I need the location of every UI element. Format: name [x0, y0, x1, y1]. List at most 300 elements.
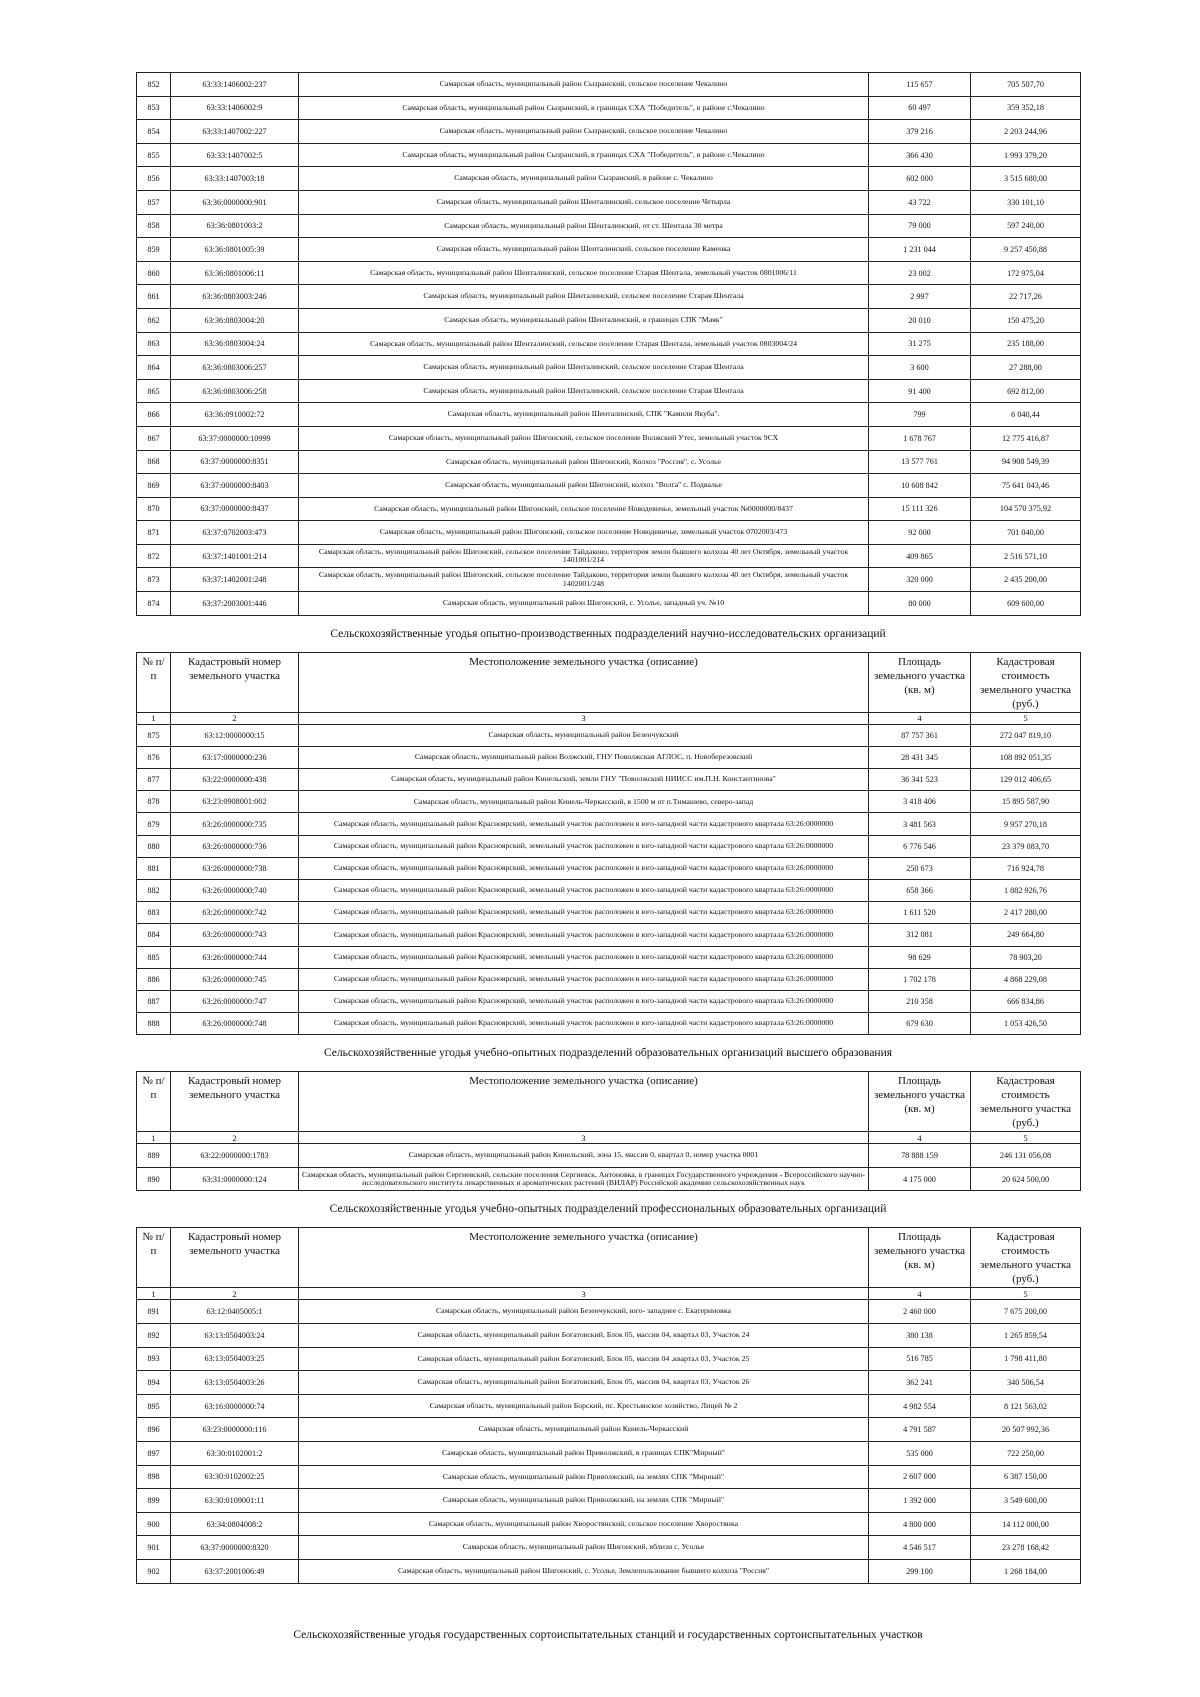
column-number: 1 [137, 712, 171, 724]
cadastral-number: 63:12:0405005:1 [171, 1300, 299, 1324]
cadastral-number: 63:31:0000000:124 [171, 1167, 299, 1191]
table-row [137, 1465, 1081, 1489]
area-value: 10 608 842 [869, 474, 971, 498]
row-number: 886 [137, 968, 171, 990]
area-value: 516 785 [869, 1347, 971, 1371]
row-number: 895 [137, 1394, 171, 1418]
cadastral-number: 63:33:1407003:18 [171, 167, 299, 191]
section-title: Сельскохозяйственные угодья учебно-опытных подразделений образовательных организаций высшего образования [323, 1047, 893, 1060]
cadastral-cost: 23 278 168,42 [971, 1536, 1081, 1560]
col-header-cadastral-number: Кадастровый номер земельного участка [171, 652, 299, 712]
row-number: 893 [137, 1347, 171, 1371]
row-number: 889 [137, 1144, 171, 1168]
cadastral-number: 63:37:2001006:49 [171, 1560, 299, 1584]
row-number: 872 [137, 544, 171, 568]
cadastral-cost: 705 507,70 [971, 73, 1081, 97]
row-number: 897 [137, 1442, 171, 1466]
cadastral-number: 63:26:0000000:745 [171, 968, 299, 990]
location-description: Самарская область, муниципальный район Красноярский, земельный участок расположен в юго-западной части кадастрового квартала 63:26:0000000 [299, 879, 869, 901]
row-number: 857 [137, 190, 171, 214]
table-body [137, 73, 1081, 616]
location-description: Самарская область, муниципальный район Шигонский, с. Усолье, Землепользование бывшего колхоза "Россия" [299, 1560, 869, 1584]
cadastral-cost: 330 101,10 [971, 190, 1081, 214]
section-title-sort-stations: Сельскохозяйственные угодья государственных сортоиспытательных станций и государственных сортоиспытательных участков [293, 1629, 923, 1641]
row-number: 896 [137, 1418, 171, 1442]
sections-container [136, 616, 1080, 1584]
location-description: Самарская область, муниципальный район Шенталинский, сельское поселение Старая Шентала [299, 285, 869, 309]
col-header-number: № п/п [137, 1072, 171, 1132]
row-number: 853 [137, 96, 171, 120]
area-value: 3 481 563 [869, 813, 971, 835]
col-header-location: Местоположение земельного участка (описание) [299, 1072, 869, 1132]
cadastral-cost: 8 121 563,02 [971, 1394, 1081, 1418]
cadastral-cost: 1 053 426,50 [971, 1013, 1081, 1035]
table-row [137, 879, 1081, 901]
cadastral-cost: 692 812,00 [971, 379, 1081, 403]
cadastral-cost: 108 892 051,35 [971, 746, 1081, 768]
cadastral-number: 63:23:0000000:116 [171, 1418, 299, 1442]
table-row [137, 1300, 1081, 1324]
cadastral-number: 63:23:0908001:002 [171, 791, 299, 813]
column-number: 2 [171, 1288, 299, 1300]
table-row [137, 1394, 1081, 1418]
location-description: Самарская область, муниципальный район Борский, пс. Крестьянское хозяйство, Лицей № 2 [299, 1394, 869, 1418]
cadastral-number: 63:36:0910002:72 [171, 403, 299, 427]
area-value: 115 657 [869, 73, 971, 97]
table-row [137, 143, 1081, 167]
cadastral-number: 63:26:0000000:747 [171, 990, 299, 1012]
land-table [136, 652, 1081, 1036]
table-row [137, 1442, 1081, 1466]
table-row [137, 474, 1081, 498]
location-description: Самарская область, муниципальный район Красноярский, земельный участок расположен в юго-западной части кадастрового квартала 63:26:0000000 [299, 813, 869, 835]
location-description: Самарская область, муниципальный район Кинельский, земли ГНУ "Поволжский НИИСС им.П.Н. Константинова" [299, 769, 869, 791]
cadastral-cost: 246 131 056,08 [971, 1144, 1081, 1168]
cadastral-cost: 359 352,18 [971, 96, 1081, 120]
cadastral-cost: 272 047 819,10 [971, 724, 1081, 746]
table-row [137, 968, 1081, 990]
row-number: 901 [137, 1536, 171, 1560]
column-number: 1 [137, 1288, 171, 1300]
cadastral-number: 63:16:0000000:74 [171, 1394, 299, 1418]
area-value: 362 241 [869, 1371, 971, 1395]
area-value: 1 231 044 [869, 238, 971, 262]
area-value: 320 000 [869, 568, 971, 592]
table-row [137, 924, 1081, 946]
cadastral-number: 63:37:0702003:473 [171, 521, 299, 545]
row-number: 887 [137, 990, 171, 1012]
row-number: 860 [137, 261, 171, 285]
area-value: 210 358 [869, 990, 971, 1012]
row-number: 898 [137, 1465, 171, 1489]
location-description: Самарская область, муниципальный район Шигонский, сельское поселение Новодевичье, земельный участок 0702003/473 [299, 521, 869, 545]
location-description: Самарская область, муниципальный район Красноярский, земельный участок расположен в юго-западной части кадастрового квартала 63:26:0000000 [299, 946, 869, 968]
table-row [137, 902, 1081, 924]
table-row [137, 857, 1081, 879]
row-number: 868 [137, 450, 171, 474]
column-number: 3 [299, 712, 869, 724]
cadastral-cost: 722 250,00 [971, 1442, 1081, 1466]
cadastral-cost: 129 012 406,65 [971, 769, 1081, 791]
column-number: 2 [171, 712, 299, 724]
area-value: 4 175 000 [869, 1167, 971, 1191]
cadastral-number: 63:13:0504003:25 [171, 1347, 299, 1371]
location-description: Самарская область, муниципальный район Красноярский, земельный участок расположен в юго-западной части кадастрового квартала 63:26:0000000 [299, 835, 869, 857]
row-number: 890 [137, 1167, 171, 1191]
row-number: 862 [137, 308, 171, 332]
table-row [137, 96, 1081, 120]
location-description: Самарская область, муниципальный район Шенталинский, сельское поселение Старая Шентала, земельный участок 0801006/11 [299, 261, 869, 285]
cadastral-number: 63:36:0803006:257 [171, 356, 299, 380]
row-number: 894 [137, 1371, 171, 1395]
cadastral-cost: 20 507 992,36 [971, 1418, 1081, 1442]
area-value: 4 800 000 [869, 1512, 971, 1536]
row-number: 873 [137, 568, 171, 592]
area-value: 4 982 554 [869, 1394, 971, 1418]
col-header-cost: Кадастровая стоимость земельного участка (руб.) [971, 652, 1081, 712]
cadastral-cost: 235 188,00 [971, 332, 1081, 356]
cadastral-cost: 2 516 571,10 [971, 544, 1081, 568]
land-table [136, 1071, 1081, 1191]
table-row [137, 746, 1081, 768]
table-body [137, 724, 1081, 1035]
location-description: Самарская область, муниципальный район Шенталинский, сельское поселение Старая Шентала, земельный участок 0803004/24 [299, 332, 869, 356]
area-value: 15 111 326 [869, 497, 971, 521]
location-description: Самарская область, муниципальный район Шенталинский, сельское поселение Четырла [299, 190, 869, 214]
cadastral-number: 63:26:0000000:743 [171, 924, 299, 946]
area-value: 312 081 [869, 924, 971, 946]
area-value: 80 000 [869, 592, 971, 616]
cadastral-cost: 9 257 450,88 [971, 238, 1081, 262]
row-number: 881 [137, 857, 171, 879]
area-value: 43 722 [869, 190, 971, 214]
column-number: 4 [869, 712, 971, 724]
area-value: 379 216 [869, 120, 971, 144]
table-row [137, 1489, 1081, 1513]
cadastral-number: 63:33:1407002:5 [171, 143, 299, 167]
cadastral-cost: 23 379 083,70 [971, 835, 1081, 857]
table-row [137, 332, 1081, 356]
cadastral-number: 63:30:0109001:11 [171, 1489, 299, 1513]
area-value: 6 776 546 [869, 835, 971, 857]
row-number: 882 [137, 879, 171, 901]
table-row [137, 1371, 1081, 1395]
column-number: 3 [299, 1288, 869, 1300]
col-header-cost: Кадастровая стоимость земельного участка (руб.) [971, 1228, 1081, 1288]
cadastral-number: 63:26:0000000:742 [171, 902, 299, 924]
table-row [137, 356, 1081, 380]
cadastral-number: 63:22:0000000:1783 [171, 1144, 299, 1168]
location-description: Самарская область, муниципальный район Богатовский, Блок 05, массив 04 ,квартал 03, Участок 25 [299, 1347, 869, 1371]
area-value: 2 460 000 [869, 1300, 971, 1324]
cadastral-number: 63:26:0000000:740 [171, 879, 299, 901]
table-row [137, 1418, 1081, 1442]
row-number: 877 [137, 769, 171, 791]
table-row [137, 724, 1081, 746]
location-description: Самарская область, муниципальный район Красноярский, земельный участок расположен в юго-западной части кадастрового квартала 63:26:0000000 [299, 1013, 869, 1035]
cadastral-number: 63:12:0000000:15 [171, 724, 299, 746]
cadastral-cost: 701 040,00 [971, 521, 1081, 545]
area-value: 13 577 761 [869, 450, 971, 474]
row-number: 892 [137, 1324, 171, 1348]
row-number: 879 [137, 813, 171, 835]
table-row [137, 214, 1081, 238]
location-description: Самарская область, муниципальный район Красноярский, земельный участок расположен в юго-западной части кадастрового квартала 63:26:0000000 [299, 924, 869, 946]
area-value: 87 757 361 [869, 724, 971, 746]
area-value: 31 275 [869, 332, 971, 356]
table-row [137, 1167, 1081, 1191]
row-number: 899 [137, 1489, 171, 1513]
location-description: Самарская область, муниципальный район Сызранский, сельское поселение Чекалино [299, 120, 869, 144]
table-row [137, 791, 1081, 813]
cadastral-cost: 7 675 200,00 [971, 1300, 1081, 1324]
location-description: Самарская область, муниципальный район Сызранский, в районе с. Чекалино [299, 167, 869, 191]
row-number: 858 [137, 214, 171, 238]
location-description: Самарская область, муниципальный район Безенчукский [299, 724, 869, 746]
cadastral-cost: 12 775 416,87 [971, 426, 1081, 450]
row-number: 861 [137, 285, 171, 309]
table-row [137, 73, 1081, 97]
table-row [137, 1144, 1081, 1168]
cadastral-number: 63:13:0504003:24 [171, 1324, 299, 1348]
area-value: 3 418 406 [869, 791, 971, 813]
land-table [136, 1227, 1081, 1583]
cadastral-number: 63:26:0000000:744 [171, 946, 299, 968]
location-description: Самарская область, муниципальный район Шенталинский, сельское поселение Старая Шентала [299, 379, 869, 403]
col-header-area: Площадь земельного участка (кв. м) [869, 1072, 971, 1132]
cadastral-cost: 1 882 926,76 [971, 879, 1081, 901]
area-value: 602 000 [869, 167, 971, 191]
cadastral-cost: 4 868 229,08 [971, 968, 1081, 990]
location-description: Самарская область, муниципальный район Сергиевский, сельские поселения Сергиевск, Антоновка, в границах Государственного учреждения - Всероссийского научно-исследовательского института лекарственных и ароматических растений (ВИЛАР) Российской академии сельскохозяйственных наук [299, 1167, 869, 1191]
column-number-row [137, 1288, 1081, 1300]
location-description: Самарская область, муниципальный район Хворостянский, сельское поселение Хворостянка [299, 1512, 869, 1536]
cadastral-cost: 716 924,78 [971, 857, 1081, 879]
table-row [137, 379, 1081, 403]
cadastral-cost: 104 570 375,92 [971, 497, 1081, 521]
area-value: 799 [869, 403, 971, 427]
header-row [137, 1072, 1081, 1132]
cadastral-cost: 172 975,04 [971, 261, 1081, 285]
area-value: 658 366 [869, 879, 971, 901]
area-value: 3 600 [869, 356, 971, 380]
column-number: 5 [971, 712, 1081, 724]
row-number: 859 [137, 238, 171, 262]
row-number: 884 [137, 924, 171, 946]
row-number: 869 [137, 474, 171, 498]
cadastral-number: 63:33:1406002:9 [171, 96, 299, 120]
cadastral-number: 63:36:0801003:2 [171, 214, 299, 238]
row-number: 854 [137, 120, 171, 144]
column-number: 2 [171, 1132, 299, 1144]
location-description: Самарская область, муниципальный район Шенталинский, сельское поселение Каменка [299, 238, 869, 262]
cadastral-number: 63:36:0803004:24 [171, 332, 299, 356]
cadastral-cost: 666 834,86 [971, 990, 1081, 1012]
table-row [137, 1347, 1081, 1371]
header-row [137, 652, 1081, 712]
location-description: Самарская область, муниципальный район Шигонский, сельское поселение Тайдаково, территория земли бывшего колхоза 40 лет Октября, земельный участок 1401001/214 [299, 544, 869, 568]
row-number: 885 [137, 946, 171, 968]
cadastral-number: 63:30:0102002:25 [171, 1465, 299, 1489]
location-description: Самарская область, муниципальный район Шенталинский, сельское поселение Старая Шентала [299, 356, 869, 380]
section-title: Сельскохозяйственные угодья опытно-производственных подразделений научно-исследовательских организаций [330, 627, 886, 640]
location-description: Самарская область, муниципальный район Шенталинский, в границах СПК "Маяк" [299, 308, 869, 332]
table-row [137, 1324, 1081, 1348]
row-number: 863 [137, 332, 171, 356]
cadastral-cost: 2 435 200,00 [971, 568, 1081, 592]
cadastral-cost: 1 268 184,00 [971, 1560, 1081, 1584]
col-header-cost: Кадастровая стоимость земельного участка (руб.) [971, 1072, 1081, 1132]
cadastral-cost: 78 903,20 [971, 946, 1081, 968]
column-number: 5 [971, 1132, 1081, 1144]
area-value: 20 010 [869, 308, 971, 332]
row-number: 856 [137, 167, 171, 191]
table-row [137, 769, 1081, 791]
cadastral-cost: 94 908 549,39 [971, 450, 1081, 474]
location-description: Самарская область, муниципальный район Красноярский, земельный участок расположен в юго-западной части кадастрового квартала 63:26:0000000 [299, 990, 869, 1012]
cadastral-number: 63:37:0000000:10999 [171, 426, 299, 450]
cadastral-number: 63:30:0102001:2 [171, 1442, 299, 1466]
column-number: 3 [299, 1132, 869, 1144]
row-number: 864 [137, 356, 171, 380]
cadastral-number: 63:37:1401001:214 [171, 544, 299, 568]
cadastral-number: 63:33:1406002:237 [171, 73, 299, 97]
col-header-location: Местоположение земельного участка (описание) [299, 1228, 869, 1288]
row-number: 867 [137, 426, 171, 450]
area-value: 679 630 [869, 1013, 971, 1035]
cadastral-number: 63:22:0000000:438 [171, 769, 299, 791]
land-table-continued [136, 72, 1081, 616]
table-body [137, 1300, 1081, 1583]
table-row [137, 308, 1081, 332]
cadastral-cost: 22 717,26 [971, 285, 1081, 309]
cadastral-cost: 15 895 587,90 [971, 791, 1081, 813]
cadastral-number: 63:13:0504003:26 [171, 1371, 299, 1395]
area-value: 2 607 000 [869, 1465, 971, 1489]
cadastral-number: 63:37:0000000:8351 [171, 450, 299, 474]
area-value: 91 400 [869, 379, 971, 403]
location-description: Самарская область, муниципальный район Шигонский, сельское поселение Новодевичье, земельный участок №0000000/8437 [299, 497, 869, 521]
cadastral-number: 63:36:0803003:246 [171, 285, 299, 309]
location-description: Самарская область, муниципальный район Приволжский, в границах СПК"Мирный" [299, 1442, 869, 1466]
table-row [137, 521, 1081, 545]
area-value: 78 888 159 [869, 1144, 971, 1168]
row-number: 875 [137, 724, 171, 746]
cadastral-number: 63:17:0000000:236 [171, 746, 299, 768]
area-value: 79 000 [869, 214, 971, 238]
cadastral-number: 63:36:0801006:11 [171, 261, 299, 285]
column-number: 1 [137, 1132, 171, 1144]
location-description: Самарская область, муниципальный район Шигонский, сельское поселение Тайдаково, территория земли бывшего колхоза 40 лет Октября, земельный участок 1402001/248 [299, 568, 869, 592]
column-number: 5 [971, 1288, 1081, 1300]
area-value: 23 002 [869, 261, 971, 285]
table-row [137, 285, 1081, 309]
cadastral-cost: 150 475,20 [971, 308, 1081, 332]
cadastral-cost: 3 515 680,00 [971, 167, 1081, 191]
area-value: 366 430 [869, 143, 971, 167]
row-number: 888 [137, 1013, 171, 1035]
cadastral-number: 63:26:0000000:748 [171, 1013, 299, 1035]
area-value: 1 392 000 [869, 1489, 971, 1513]
area-value: 1 702 178 [869, 968, 971, 990]
location-description: Самарская область, муниципальный район Красноярский, земельный участок расположен в юго-западной части кадастрового квартала 63:26:0000000 [299, 968, 869, 990]
cadastral-cost: 1 798 411,80 [971, 1347, 1081, 1371]
area-value: 98 629 [869, 946, 971, 968]
cadastral-number: 63:36:0801005:39 [171, 238, 299, 262]
column-number: 4 [869, 1132, 971, 1144]
table-row [137, 568, 1081, 592]
cadastral-cost: 6 040,44 [971, 403, 1081, 427]
row-number: 876 [137, 746, 171, 768]
row-number: 871 [137, 521, 171, 545]
area-value: 299 100 [869, 1560, 971, 1584]
area-value: 4 791 587 [869, 1418, 971, 1442]
table-row [137, 497, 1081, 521]
col-header-cadastral-number: Кадастровый номер земельного участка [171, 1228, 299, 1288]
location-description: Самарская область, муниципальный район Сызранский, в границах СХА "Победитель", в районе с.Чекалино [299, 96, 869, 120]
col-header-cadastral-number: Кадастровый номер земельного участка [171, 1072, 299, 1132]
area-value: 409 865 [869, 544, 971, 568]
cadastral-cost: 609 600,00 [971, 592, 1081, 616]
table-row [137, 190, 1081, 214]
header-row [137, 1228, 1081, 1288]
location-description: Самарская область, муниципальный район Шенталинский, от ст. Шентала 30 метра [299, 214, 869, 238]
location-description: Самарская область, муниципальный район Красноярский, земельный участок расположен в юго-западной части кадастрового квартала 63:26:0000000 [299, 857, 869, 879]
area-value: 92 000 [869, 521, 971, 545]
location-description: Самарская область, муниципальный район Кинель-Черкасский [299, 1418, 869, 1442]
cadastral-number: 63:26:0000000:735 [171, 813, 299, 835]
column-number-row [137, 1132, 1081, 1144]
cadastral-number: 63:37:0000000:8437 [171, 497, 299, 521]
cadastral-cost: 9 957 270,18 [971, 813, 1081, 835]
location-description: Самарская область, муниципальный район Богатовский, Блок 05, массив 04, квартал 03, Участок 24 [299, 1324, 869, 1348]
location-description: Самарская область, муниципальный район Приволжский, на землях СПК "Мирный" [299, 1489, 869, 1513]
cadastral-cost: 75 641 043,46 [971, 474, 1081, 498]
location-description: Самарская область, муниципальный район Шенталинский, СПК "Камиля Якуба". [299, 403, 869, 427]
location-description: Самарская область, муниципальный район Шигонский, колхоз "Волга" с. Подвалье [299, 474, 869, 498]
table-row [137, 1512, 1081, 1536]
row-number: 855 [137, 143, 171, 167]
cadastral-number: 63:36:0000000:901 [171, 190, 299, 214]
location-description: Самарская область, муниципальный район Шигонский, Колхоз "Россия", с. Усолье [299, 450, 869, 474]
location-description: Самарская область, муниципальный район Приволжский, на землях СПК "Мирный" [299, 1465, 869, 1489]
location-description: Самарская область, муниципальный район Кинельский, зона 15, массив 0, квартал 0, номер участка 0001 [299, 1144, 869, 1168]
cadastral-cost: 249 664,80 [971, 924, 1081, 946]
location-description: Самарская область, муниципальный район Сызранский, в границах СХА "Победитель", в районе с.Чекалино [299, 143, 869, 167]
cadastral-cost: 597 240,00 [971, 214, 1081, 238]
area-value: 1 611 520 [869, 902, 971, 924]
location-description: Самарская область, муниципальный район Красноярский, земельный участок расположен в юго-западной части кадастрового квартала 63:26:0000000 [299, 902, 869, 924]
cadastral-number: 63:37:1402001:248 [171, 568, 299, 592]
table-row [137, 120, 1081, 144]
document-page [136, 72, 1080, 1584]
table-row [137, 813, 1081, 835]
row-number: 874 [137, 592, 171, 616]
cadastral-cost: 2 203 244,96 [971, 120, 1081, 144]
row-number: 880 [137, 835, 171, 857]
row-number: 902 [137, 1560, 171, 1584]
area-value: 535 000 [869, 1442, 971, 1466]
cadastral-number: 63:26:0000000:736 [171, 835, 299, 857]
table-row [137, 835, 1081, 857]
location-description: Самарская область, муниципальный район Волжский, ГНУ Поволжская АГЛОС, п. Новоберезовский [299, 746, 869, 768]
cadastral-number: 63:36:0803006:258 [171, 379, 299, 403]
cadastral-cost: 1 265 859,54 [971, 1324, 1081, 1348]
col-header-area: Площадь земельного участка (кв. м) [869, 1228, 971, 1288]
cadastral-cost: 6 387 150,00 [971, 1465, 1081, 1489]
row-number: 878 [137, 791, 171, 813]
table-row [137, 426, 1081, 450]
